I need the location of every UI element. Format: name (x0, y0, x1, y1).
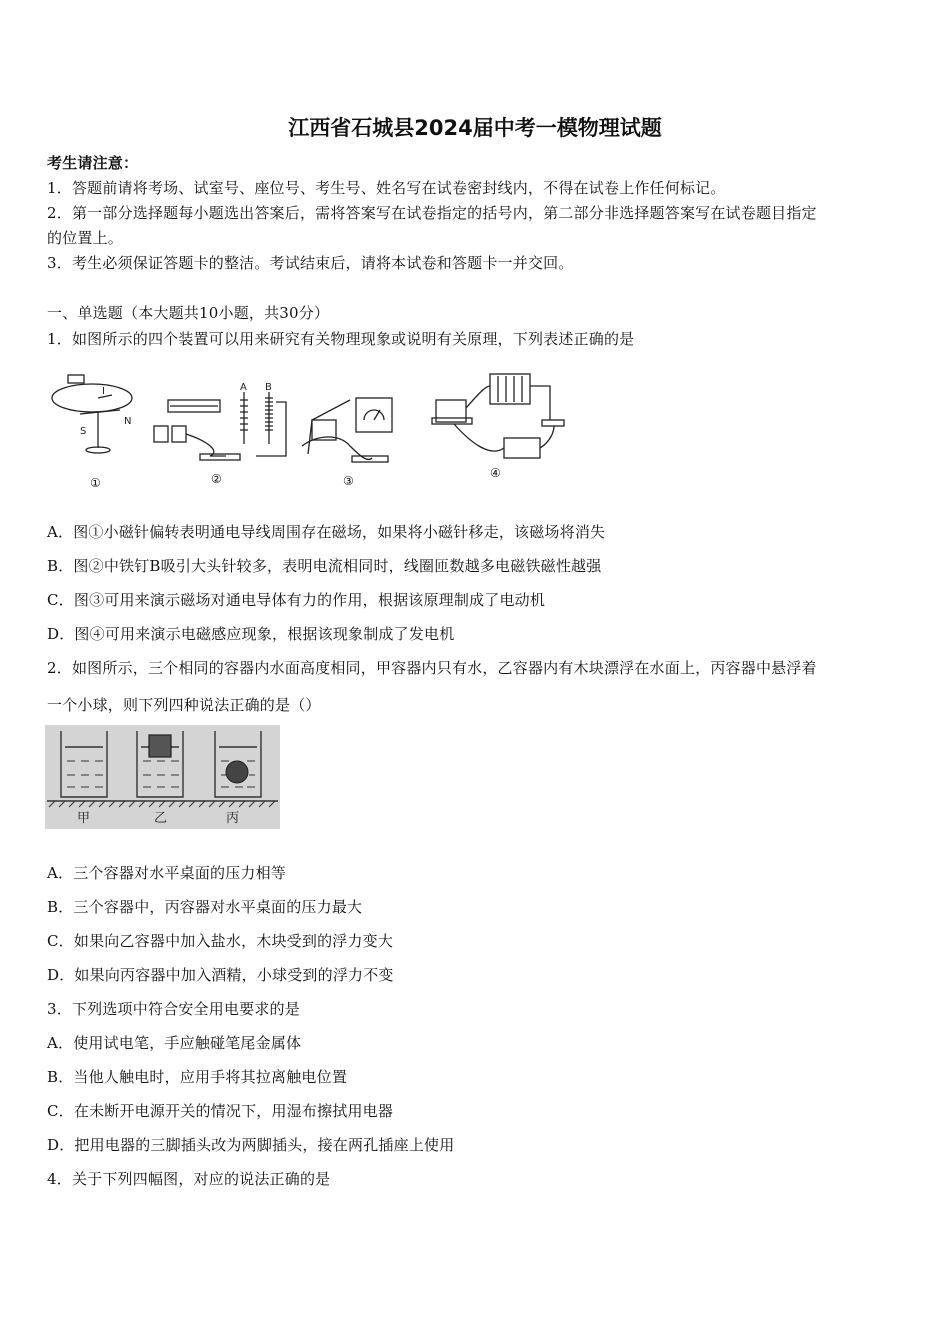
q1-option-b: B．图②中铁钉B吸引大头针较多，表明电流相同时，线圈匝数越多电磁铁磁性越强 (47, 557, 602, 575)
q2-option-a: A．三个容器对水平桌面的压力相等 (47, 864, 287, 882)
q2-option-b: B．三个容器中，丙容器对水平桌面的压力最大 (47, 898, 363, 916)
q1-option-c: C．图③可用来演示磁场对通电导体有力的作用，根据该原理制成了电动机 (47, 591, 546, 609)
notice-item: 3．考生必须保证答题卡的整洁。考试结束后，请将本试卷和答题卡一并交回。 (47, 254, 574, 272)
q1-label-a: A (240, 382, 247, 393)
question-2-stem-cont: 一个小球，则下列四种说法正确的是（） (47, 696, 321, 714)
question-3-stem: 3．下列选项中符合安全用电要求的是 (47, 1000, 300, 1018)
q1-label-s: S (80, 426, 87, 437)
q1-option-a: A．图①小磁针偏转表明通电导线周围存在磁场，如果将小磁针移走，该磁场将消失 (47, 523, 606, 541)
q3-option-c: C．在未断开电源开关的情况下，用湿布擦拭用电器 (47, 1102, 394, 1120)
container-label-yi: 乙 (154, 811, 168, 826)
notice-item: 的位置上。 (47, 229, 124, 247)
fig-label-1: ① (90, 476, 101, 490)
q3-option-a: A．使用试电笔，手应触碰笔尾金属体 (47, 1034, 302, 1052)
suspended-ball (226, 761, 248, 783)
fig-label-2: ② (211, 472, 222, 486)
section-heading: 一、单选题（本大题共10小题，共30分） (47, 304, 330, 322)
question-2-stem: 2．如图所示，三个相同的容器内水面高度相同，甲容器内只有水，乙容器内有木块漂浮在水面上，丙容器中悬浮着 (47, 659, 817, 677)
container-label-bing: 丙 (226, 811, 240, 826)
notice-item: 1．答题前请将考场、试室号、座位号、考生号、姓名写在试卷密封线内，不得在试卷上作任何标记。 (47, 179, 726, 197)
notice-item: 2．第一部分选择题每小题选出答案后，需将答案写在试卷指定的括号内，第二部分非选择题答案写在试卷题目指定 (47, 204, 817, 222)
q2-option-d: D．如果向丙容器中加入酒精，小球受到的浮力不变 (47, 966, 394, 984)
fig-label-3: ③ (343, 474, 354, 488)
q1-label-n: N (124, 416, 132, 427)
q3-option-d: D．把用电器的三脚插头改为两脚插头，接在两孔插座上使用 (47, 1136, 455, 1154)
q3-option-b: B．当他人触电时，应用手将其拉离触电位置 (47, 1068, 348, 1086)
q1-option-d: D．图④可用来演示电磁感应现象，根据该现象制成了发电机 (47, 625, 455, 643)
fig-label-4: ④ (490, 466, 501, 480)
q1-label-i: I (102, 386, 105, 397)
exam-title: 江西省石城县2024届中考一模物理试题 (288, 116, 662, 140)
q2-figure-drawing (45, 725, 280, 829)
q2-figure (45, 725, 280, 829)
question-1-stem: 1．如图所示的四个装置可以用来研究有关物理现象或说明有关原理，下列表述正确的是 (47, 330, 635, 348)
q1-label-b: B (265, 382, 272, 393)
container-label-jia: 甲 (77, 811, 91, 826)
q1-figure (50, 362, 570, 494)
notice-heading: 考生请注意： (47, 154, 139, 172)
wood-block (149, 735, 171, 757)
question-4-stem: 4．关于下列四幅图，对应的说法正确的是 (47, 1170, 331, 1188)
q2-option-c: C．如果向乙容器中加入盐水，木块受到的浮力变大 (47, 932, 394, 950)
